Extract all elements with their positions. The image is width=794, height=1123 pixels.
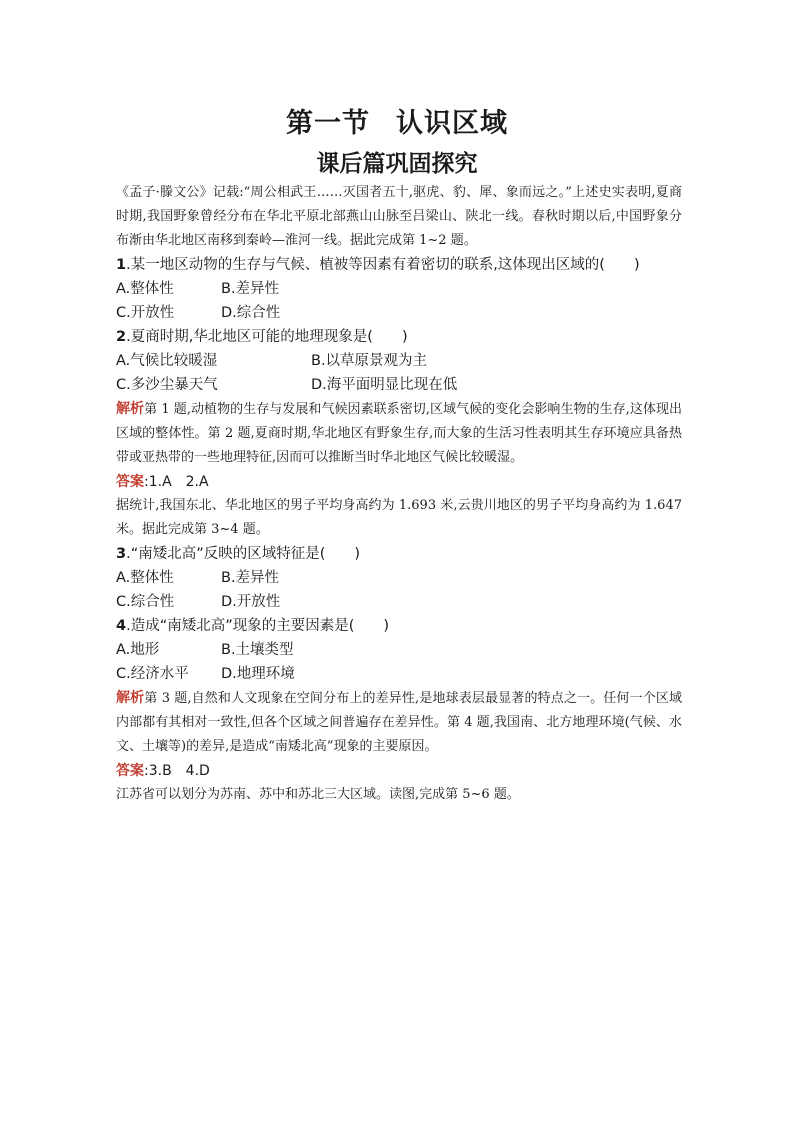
option-a: A.整体性	[116, 281, 174, 297]
option-b: B.土壤类型	[221, 642, 294, 658]
question-text: .“南矮北高”反映的区域特征是( )	[126, 546, 361, 562]
options-row	[116, 373, 682, 397]
option-b: B.差异性	[221, 281, 280, 297]
option-b: B.差异性	[221, 570, 280, 586]
options-row	[116, 301, 682, 325]
analysis-label: 解析	[116, 690, 145, 706]
option-c: C.开放性	[116, 305, 175, 321]
option-c: C.综合性	[116, 594, 175, 610]
answer-label: 答案	[116, 474, 144, 490]
option-c: C.经济水平	[116, 666, 189, 682]
option-b: B.以草原景观为主	[311, 353, 428, 369]
title-section: 第一节	[286, 108, 370, 139]
option-d: D.开放性	[221, 594, 281, 610]
option-a: A.气候比较暖湿	[116, 353, 218, 369]
options-row	[116, 277, 682, 301]
question-number: 1	[116, 257, 127, 273]
question-number: 3	[116, 546, 127, 562]
options-row	[116, 590, 682, 614]
answer-text: :3.B 4.D	[144, 763, 210, 779]
options-row	[116, 566, 682, 590]
question-number: 4	[116, 618, 127, 634]
analysis-label: 解析	[116, 401, 145, 417]
options-row	[116, 662, 682, 686]
answer-2	[116, 759, 682, 783]
exercise-content	[116, 181, 682, 807]
answer-label: 答案	[116, 763, 144, 779]
title-topic: 认识区域	[396, 108, 508, 139]
question-text: .造成“南矮北高”现象的主要因素是( )	[126, 618, 390, 634]
answer-1	[116, 470, 682, 494]
passage-1: 《孟子·滕文公》记载:“周公相武王……灭国者五十,驱虎、豹、犀、象而远之。”上述史实表明,夏商时期,我国野象曾经分布在华北平原北部燕山山脉至吕梁山、陕北一线。春秋时期以后,中国野象分布渐由华北地区南移到秦岭—淮河一线。据此完成第 1~2 题。	[116, 185, 682, 248]
page-subtitle: 课后篇巩固探究	[316, 151, 478, 177]
answer-text: :1.A 2.A	[144, 474, 209, 490]
page-title	[0, 101, 794, 140]
passage-2: 据统计,我国东北、华北地区的男子平均身高约为 1.693 米,云贵川地区的男子平均身高约为 1.647 米。据此完成第 3~4 题。	[116, 498, 682, 537]
analysis-text: 第 1 题,动植物的生存与发展和气候因素联系密切,区域气候的变化会影响生物的生存,这体现出区域的整体性。第 2 题,夏商时期,华北地区有野象生存,而大象的生活习性表明其生存环境应具备热带或亚热带的一些地理特征,因而可以推断当时华北地区气候比较暖湿。	[116, 402, 682, 465]
option-d: D.地理环境	[221, 666, 295, 682]
question-text: .夏商时期,华北地区可能的地理现象是( )	[126, 329, 408, 345]
question-number: 2	[116, 329, 127, 345]
option-a: A.整体性	[116, 570, 174, 586]
option-a: A.地形	[116, 642, 160, 658]
passage-3: 江苏省可以划分为苏南、苏中和苏北三大区域。读图,完成第 5~6 题。	[116, 787, 520, 802]
question-text: .某一地区动物的生存与气候、植被等因素有着密切的联系,这体现出区域的( )	[126, 257, 640, 273]
analysis-text: 第 3 题,自然和人文现象在空间分布上的差异性,是地球表层最显著的特点之一。任何一个区域内部都有其相对一致性,但各个区域之间普遍存在差异性。第 4 题,我国南、北方地理环境(气候、水文、土壤等)的差异,是造成“南矮北高”现象的主要原因。	[116, 691, 682, 754]
question-1	[116, 253, 682, 277]
question-3	[116, 542, 682, 566]
options-row	[116, 349, 682, 373]
question-4	[116, 614, 682, 638]
question-2	[116, 325, 682, 349]
analysis-1	[116, 397, 682, 470]
analysis-2	[116, 686, 682, 759]
option-d: D.综合性	[221, 305, 281, 321]
option-c: C.多沙尘暴天气	[116, 377, 218, 393]
options-row	[116, 638, 682, 662]
option-d: D.海平面明显比现在低	[311, 377, 458, 393]
